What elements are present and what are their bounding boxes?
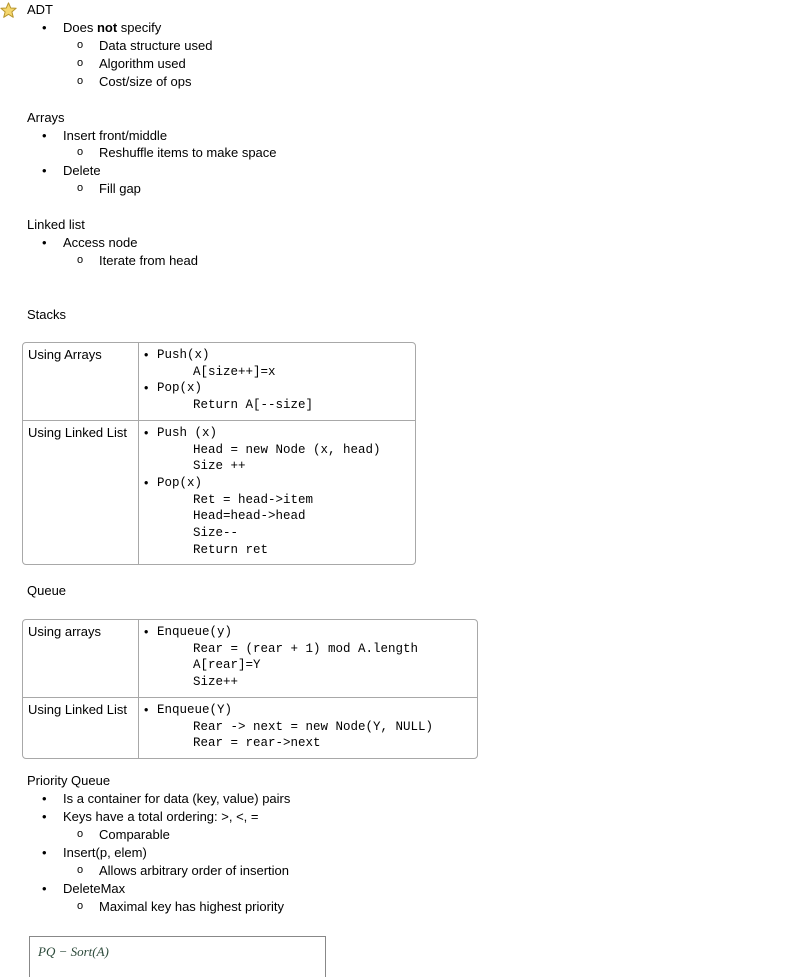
priority-queue-subitem: o Maximal key has highest priority [99, 899, 284, 915]
table-row-label: Using arrays [23, 620, 139, 697]
stacks-heading: Stacks [27, 307, 67, 322]
priority-queue-item: • DeleteMax [63, 881, 125, 897]
queue-heading: Queue [27, 583, 67, 598]
code-cell [139, 420, 415, 565]
linked-list-subitem: o Iterate from head [99, 253, 198, 269]
stacks-table [22, 342, 416, 565]
pq-sort-title: PQ − Sort(A) [38, 944, 109, 959]
priority-queue-item: • Keys have a total ordering: >, <, = [63, 809, 258, 825]
code-line: • Push (x) [144, 425, 407, 442]
code-line: • Push(x) [144, 347, 407, 364]
code-line: Ret = head->item [193, 492, 314, 507]
code-cell [139, 343, 415, 420]
code-line: Head = new Node (x, head) [193, 442, 381, 457]
code-line: Size-- [193, 526, 239, 541]
pq-sort-box [29, 936, 326, 977]
code-line: Rear = (rear + 1) mod A.length [193, 641, 419, 656]
adt-subitem: o Cost/size of ops [99, 74, 192, 90]
code-line: • Enqueue(y) [144, 624, 469, 641]
table-row [23, 697, 477, 758]
code-line: A[size++]=x [193, 364, 276, 379]
adt-subitem: o Algorithm used [99, 56, 186, 72]
code-line: Size ++ [193, 459, 246, 474]
code-line: • Enqueue(Y) [144, 702, 469, 719]
code-line: • Pop(x) [144, 380, 407, 397]
code-line: Return ret [193, 542, 269, 557]
code-line: Head=head->head [193, 509, 306, 524]
priority-queue-item: • Is a container for data (key, value) pairs [63, 791, 290, 807]
table-row-label: Using Linked List [23, 697, 139, 758]
linked-list-heading: Linked list [27, 217, 85, 232]
table-row-label: Using Arrays [23, 343, 139, 420]
table-row-label: Using Linked List [23, 420, 139, 565]
code-line: Size++ [193, 675, 239, 690]
arrays-subitem: o Reshuffle items to make space [99, 145, 277, 161]
code-cell [139, 620, 477, 697]
arrays-item: • Delete [63, 163, 101, 179]
queue-table [22, 619, 478, 759]
code-line: • Pop(x) [144, 475, 407, 492]
adt-subitem: o Data structure used [99, 38, 212, 54]
priority-queue-subitem: o Allows arbitrary order of insertion [99, 863, 289, 879]
table-row [23, 343, 415, 420]
linked-list-item: • Access node [63, 235, 137, 251]
arrays-item: • Insert front/middle [63, 128, 167, 144]
code-line: A[rear]=Y [193, 658, 261, 673]
adt-heading: ADT [27, 2, 53, 17]
star-icon[interactable] [0, 2, 17, 19]
priority-queue-subitem: o Comparable [99, 827, 170, 843]
code-line: Rear -> next = new Node(Y, NULL) [193, 719, 434, 734]
table-row [23, 620, 477, 697]
arrays-subitem: o Fill gap [99, 181, 141, 197]
code-line: Rear = rear->next [193, 736, 321, 751]
table-row [23, 420, 415, 565]
code-line: Return A[--size] [193, 398, 314, 413]
priority-queue-item: • Insert(p, elem) [63, 845, 147, 861]
code-cell [139, 697, 477, 758]
adt-item: • Does not specify [63, 20, 161, 36]
arrays-heading: Arrays [27, 110, 65, 125]
priority-queue-heading: Priority Queue [27, 773, 111, 788]
